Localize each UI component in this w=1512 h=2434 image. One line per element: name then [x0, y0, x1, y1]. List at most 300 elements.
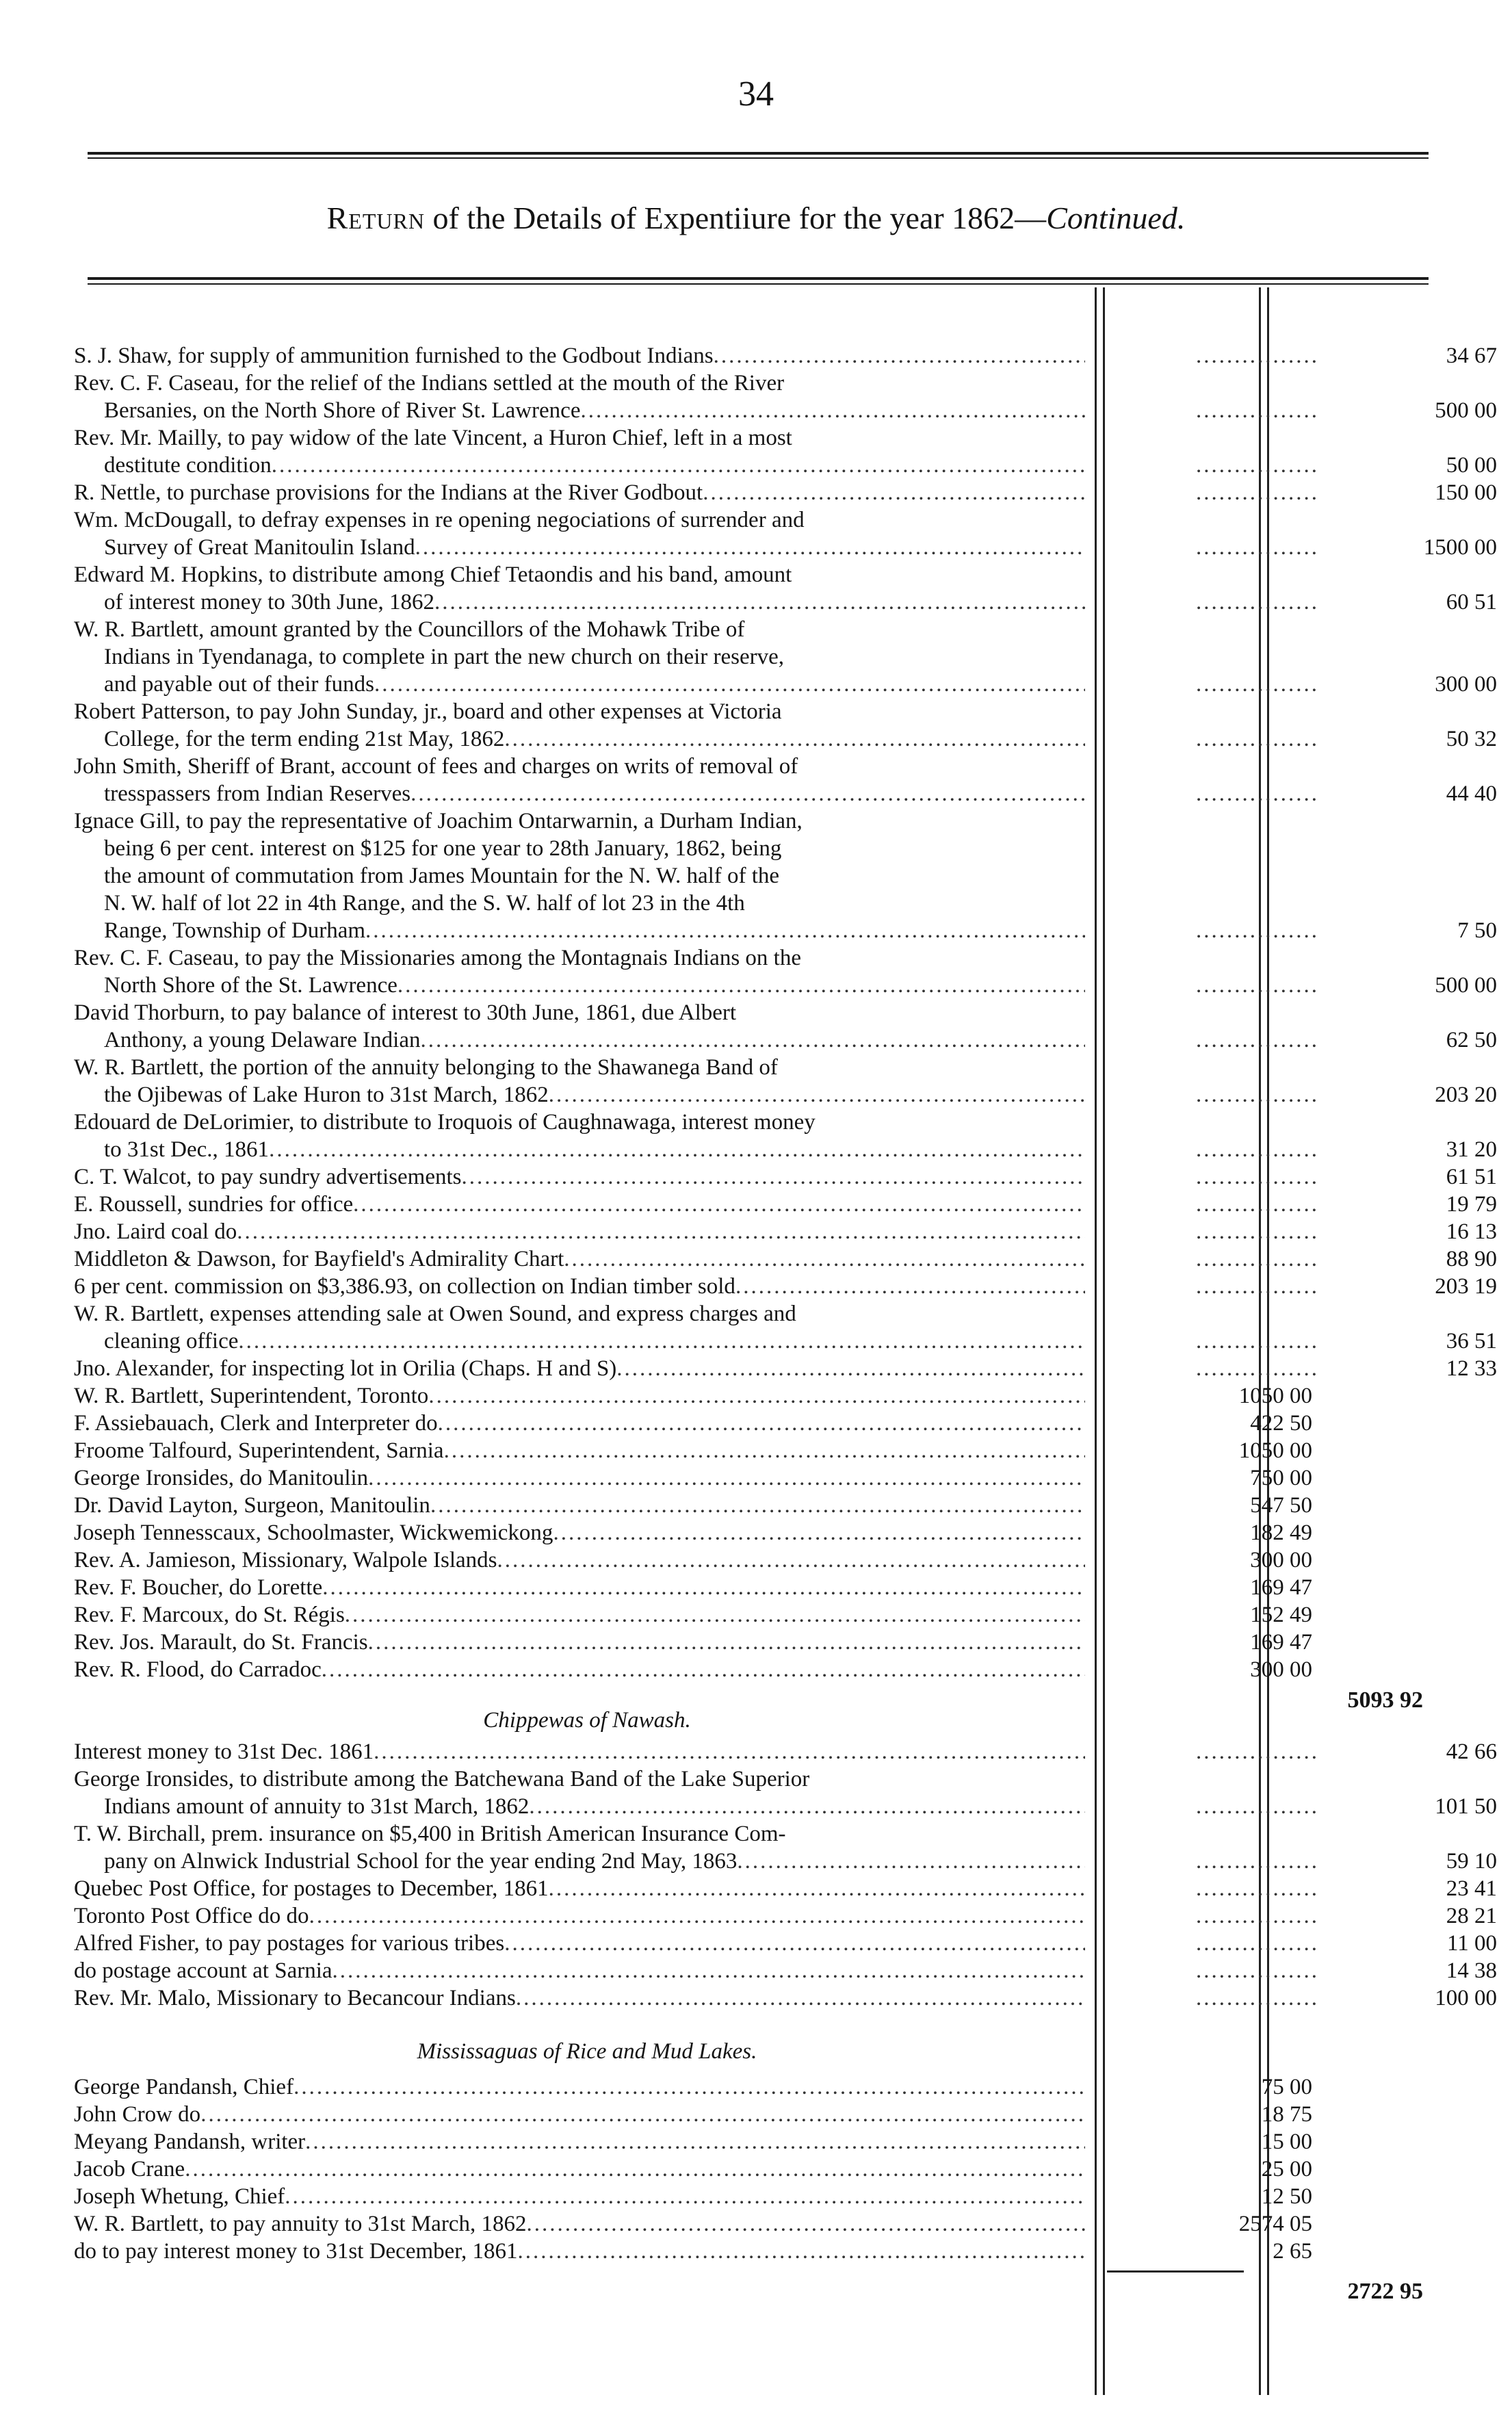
dot-leader: [462, 1163, 1086, 1191]
description-text: Survey of Great Manitoulin Island: [104, 535, 415, 560]
amount-column-2: 203 20: [1435, 1083, 1497, 1107]
amount-column-2: 14 38: [1446, 1958, 1497, 1983]
row-description: [74, 1629, 1085, 1656]
column-1-leader: [1196, 1738, 1319, 1765]
amount-column-1: 169 47: [1250, 1630, 1312, 1655]
description-text: Anthony, a young Delaware Indian: [104, 1028, 421, 1052]
dot-leader: [368, 1464, 1085, 1492]
description-text: Meyang Pandansh, writer: [74, 2129, 306, 2154]
description-text: Edouard de DeLorimier, to distribute to Iroquois of Caughnawaga, interest money: [74, 1110, 816, 1135]
description-line: [74, 1136, 1085, 1163]
description-line: [74, 1848, 1085, 1875]
description-text: Jacob Crane: [74, 2157, 185, 2181]
row-description: [74, 2183, 1085, 2210]
description-text: Ignace Gill, to pay the representative of Joachim Ontarwarnin, a Durham Indian,: [74, 809, 803, 833]
dot-leader: [272, 452, 1085, 479]
amount-column-2: 50 32: [1446, 727, 1497, 751]
amount-column-2: 12 33: [1446, 1356, 1497, 1381]
table-row: [74, 1245, 1497, 1273]
row-description: [74, 1245, 1085, 1273]
amount-column-2: 500 00: [1435, 973, 1497, 998]
description-text: the amount of commutation from James Mountain for the N. W. half of the: [104, 864, 780, 888]
description-text: Rev. Mr. Malo, Missionary to Becancour Indians: [74, 1986, 516, 2010]
table-row: [74, 2128, 1429, 2155]
column-1-leader: [1196, 1984, 1319, 2012]
description-text: and payable out of their funds: [104, 672, 374, 697]
description-text: 6 per cent. commission on $3,386.93, on collection on Indian timber sold: [74, 1274, 735, 1299]
description-text: pany on Alnwick Industrial School for the year ending 2nd May, 1863: [104, 1849, 738, 1874]
table-top-rule: [88, 277, 1429, 280]
table-row: [74, 944, 1497, 999]
dot-leader: [737, 1848, 1085, 1875]
table-row: [74, 1382, 1429, 1410]
row-description: [74, 616, 1085, 698]
row-description: [74, 424, 1085, 479]
description-text: John Smith, Sheriff of Brant, account of fees and charges on writs of removal of: [74, 754, 798, 779]
description-line: [74, 2210, 1085, 2238]
description-text: Rev. F. Marcoux, do St. Régis: [74, 1603, 345, 1627]
column-1-leader: [1196, 1328, 1319, 1355]
dot-leader: [714, 342, 1085, 370]
description-text: College, for the term ending 21st May, 1862: [104, 727, 505, 751]
dot-leader: [420, 1026, 1085, 1054]
description-line: [74, 671, 1085, 698]
row-description: [74, 1437, 1085, 1464]
table-row: [74, 370, 1497, 424]
description-line: [74, 1492, 1085, 1519]
description-line: [74, 1957, 1085, 1984]
column-1-leader: [1196, 1355, 1319, 1382]
column-1-leader: [1196, 1930, 1319, 1957]
description-text: Rev. Jos. Marault, do St. Francis: [74, 1630, 368, 1655]
column-1-leader: [1196, 1848, 1319, 1875]
row-description: [74, 1492, 1085, 1519]
row-description: [74, 370, 1085, 424]
amount-column-2: 7 50: [1457, 918, 1497, 943]
amount-column-2: 300 00: [1435, 672, 1497, 697]
table-row: [74, 1163, 1497, 1191]
amount-column-2: 31 20: [1446, 1137, 1497, 1162]
description-text: Indians amount of annuity to 31st March, 1862: [104, 1794, 530, 1819]
amount-column-2: 500 00: [1435, 398, 1497, 423]
row-description: [74, 1410, 1085, 1437]
amount-column-2: 36 51: [1446, 1329, 1497, 1354]
description-line: [74, 1273, 1085, 1300]
amount-column-1: 422 50: [1250, 1411, 1312, 1436]
column-1-leader: [1196, 917, 1319, 944]
column-1-leader: [1196, 1026, 1319, 1054]
row-description: [74, 2128, 1085, 2155]
column-1-leader: [1196, 1218, 1319, 1245]
heading-suffix: Continued.: [1046, 200, 1186, 235]
description-text: W. R. Bartlett, to pay annuity to 31st March, 1862: [74, 2212, 527, 2236]
row-description: [74, 2101, 1085, 2128]
amount-column-2: 42 66: [1446, 1739, 1497, 1764]
table-row: [74, 1820, 1497, 1875]
amount-column-2: 150 00: [1435, 480, 1497, 505]
description-line: [74, 1191, 1085, 1218]
dot-leader: [410, 780, 1085, 807]
amount-column-1: 152 49: [1250, 1603, 1312, 1627]
description-line: [74, 588, 1085, 616]
description-line: [74, 342, 1085, 370]
dot-leader: [516, 1984, 1085, 2012]
row-description: [74, 1930, 1085, 1957]
table-row: [74, 1464, 1429, 1492]
row-description: [74, 479, 1085, 506]
amount-column-2: 28 21: [1446, 1904, 1497, 1928]
table-row: [74, 1054, 1497, 1109]
row-description: [74, 2210, 1085, 2238]
row-description: [74, 1382, 1085, 1410]
table-row: [74, 506, 1497, 561]
description-line: [74, 1437, 1085, 1464]
description-line: [74, 698, 1085, 725]
table-row: [74, 1574, 1429, 1601]
description-line: [74, 1546, 1085, 1574]
description-text: Froome Talfourd, Superintendent, Sarnia: [74, 1438, 444, 1463]
description-line: [74, 643, 1085, 671]
column-1-leader: [1196, 1273, 1319, 1300]
description-text: Alfred Fisher, to pay postages for various tribes: [74, 1931, 505, 1956]
description-line: [74, 1328, 1085, 1355]
description-line: [74, 835, 1085, 862]
dot-leader: [345, 1601, 1085, 1629]
description-text: E. Roussell, sundries for office: [74, 1192, 354, 1217]
description-text: Jno. Laird coal do: [74, 1219, 237, 1244]
table-row: [74, 2101, 1429, 2128]
dot-leader: [353, 1191, 1085, 1218]
row-description: [74, 1109, 1085, 1163]
dot-leader: [333, 1957, 1085, 1984]
description-text: Rev. C. F. Caseau, to pay the Missionaries among the Montagnais Indians on the: [74, 946, 801, 970]
row-description: [74, 1464, 1085, 1492]
table-row: [74, 424, 1497, 479]
dot-leader: [549, 1081, 1085, 1109]
description-line: [74, 1656, 1085, 1683]
column-1-leader: [1196, 671, 1319, 698]
row-description: [74, 506, 1085, 561]
row-description: [74, 1875, 1085, 1902]
table-row: [74, 1957, 1497, 1984]
dot-leader: [200, 2101, 1085, 2128]
description-line: [74, 1464, 1085, 1492]
description-line: [74, 424, 1085, 452]
dot-leader: [434, 588, 1085, 616]
table-row: [74, 1738, 1497, 1765]
description-line: [74, 1245, 1085, 1273]
amount-column-2: 19 79: [1446, 1192, 1497, 1217]
description-text: Joseph Whetung, Chief: [74, 2184, 285, 2209]
description-line: [74, 1930, 1085, 1957]
amount-column-1: 12 50: [1261, 2184, 1312, 2209]
description-line: [74, 1410, 1085, 1437]
description-line: [74, 2238, 1085, 2265]
subtotal-rule: [1107, 2270, 1244, 2273]
row-description: [74, 1054, 1085, 1109]
description-line: [74, 807, 1085, 835]
dot-leader: [703, 479, 1085, 506]
table-row: [74, 561, 1497, 616]
amount-column-1: 15 00: [1261, 2129, 1312, 2154]
description-line: [74, 1601, 1085, 1629]
row-description: [74, 2155, 1085, 2183]
description-line: [74, 397, 1085, 424]
amount-column-1: 750 00: [1250, 1466, 1312, 1490]
dot-leader: [185, 2155, 1085, 2183]
description-line: [74, 479, 1085, 506]
column-1-leader: [1196, 1191, 1319, 1218]
description-line: [74, 561, 1085, 588]
row-description: [74, 1738, 1085, 1765]
column-1-leader: [1196, 1081, 1319, 1109]
row-description: [74, 1519, 1085, 1546]
subtotal-1: 5093 92: [1347, 1687, 1423, 1713]
row-description: [74, 1574, 1085, 1601]
dot-leader: [428, 1382, 1085, 1410]
description-line: [74, 890, 1085, 917]
description-line: [74, 370, 1085, 397]
dot-leader: [549, 1875, 1085, 1902]
dot-leader: [526, 2210, 1085, 2238]
dot-leader: [365, 917, 1085, 944]
amount-column-2: 11 00: [1446, 1931, 1497, 1956]
amount-column-1: 169 47: [1250, 1575, 1312, 1600]
row-description: [74, 2073, 1085, 2101]
amount-column-2: 100 00: [1435, 1986, 1497, 2010]
description-text: W. R. Bartlett, the portion of the annuity belonging to the Shawanega Band of: [74, 1055, 778, 1080]
column-1-leader: [1196, 972, 1319, 999]
description-line: [74, 2128, 1085, 2155]
description-line: [74, 2073, 1085, 2101]
dot-leader: [438, 1410, 1085, 1437]
amount-column-1: 25 00: [1261, 2157, 1312, 2181]
dot-leader: [269, 1136, 1085, 1163]
row-description: [74, 698, 1085, 753]
description-line: [74, 725, 1085, 753]
description-text: Indians in Tyendanaga, to complete in part the new church on their reserve,: [104, 645, 785, 669]
amount-column-2: 1500 00: [1423, 535, 1497, 560]
table-row: [74, 1191, 1497, 1218]
description-line: [74, 1738, 1085, 1765]
heading-prefix: Return: [326, 200, 425, 235]
row-description: [74, 1902, 1085, 1930]
row-description: [74, 1820, 1085, 1875]
description-text: T. W. Birchall, prem. insurance on $5,400 in British American Insurance Com-: [74, 1822, 786, 1846]
description-text: the Ojibewas of Lake Huron to 31st March, 1862: [104, 1083, 549, 1107]
column-1-leader: [1196, 397, 1319, 424]
amount-column-2: 23 41: [1446, 1876, 1497, 1901]
table-row: [74, 2155, 1429, 2183]
description-line: [74, 616, 1085, 643]
row-description: [74, 1546, 1085, 1574]
page-number: 34: [738, 75, 774, 114]
amount-column-1: 2 65: [1273, 2239, 1312, 2264]
amount-column-1: 182 49: [1250, 1520, 1312, 1545]
table-row: [74, 1984, 1497, 2012]
description-text: John Crow do: [74, 2102, 201, 2127]
description-text: F. Assiebauach, Clerk and Interpreter do: [74, 1411, 438, 1436]
amount-column-2: 44 40: [1446, 781, 1497, 806]
dot-leader: [735, 1273, 1085, 1300]
dot-leader: [368, 1629, 1085, 1656]
description-text: Interest money to 31st Dec. 1861: [74, 1739, 374, 1764]
table-row: [74, 1519, 1429, 1546]
table-row: [74, 1437, 1429, 1464]
table-row: [74, 2183, 1429, 2210]
table-row: [74, 1601, 1429, 1629]
description-text: of interest money to 30th June, 1862: [104, 590, 435, 614]
dot-leader: [374, 1738, 1085, 1765]
description-line: [74, 452, 1085, 479]
amount-column-2: 203 19: [1435, 1274, 1497, 1299]
table-row: [74, 1355, 1497, 1382]
dot-leader: [415, 534, 1085, 561]
table-row: [74, 807, 1497, 944]
row-description: [74, 342, 1085, 370]
description-text: Rev. A. Jamieson, Missionary, Walpole Islands: [74, 1548, 497, 1572]
description-text: Quebec Post Office, for postages to December, 1861: [74, 1876, 549, 1901]
description-line: [74, 2155, 1085, 2183]
table-row: [74, 753, 1497, 807]
row-description: [74, 1218, 1085, 1245]
dot-leader: [374, 671, 1085, 698]
amount-column-2: 61 51: [1446, 1165, 1497, 1189]
amount-column-2: 34 67: [1446, 344, 1497, 368]
table-row: [74, 616, 1497, 698]
amount-column-2: 50 00: [1446, 453, 1497, 478]
row-description: [74, 1355, 1085, 1382]
description-text: being 6 per cent. interest on $125 for one year to 28th January, 1862, being: [104, 836, 782, 861]
description-line: [74, 1820, 1085, 1848]
dot-leader: [237, 1218, 1085, 1245]
description-text: S. J. Shaw, for supply of ammunition furnished to the Godbout Indians: [74, 344, 714, 368]
column-1-leader: [1196, 1793, 1319, 1820]
table-row: [74, 479, 1497, 506]
description-line: [74, 1984, 1085, 2012]
row-description: [74, 944, 1085, 999]
description-text: Middleton & Dawson, for Bayfield's Admirality Chart: [74, 1247, 564, 1271]
description-text: Joseph Tennesscaux, Schoolmaster, Wickwemickong: [74, 1520, 553, 1545]
amount-column-2: 101 50: [1435, 1794, 1497, 1819]
description-line: [74, 753, 1085, 780]
table-row: [74, 1410, 1429, 1437]
description-text: Robert Patterson, to pay John Sunday, jr., board and other expenses at Victoria: [74, 699, 782, 724]
table-row: [74, 1273, 1497, 1300]
table-row: [74, 342, 1497, 370]
section-heading-chippewas: Chippewas of Nawash.: [483, 1708, 691, 1733]
dot-leader: [238, 1328, 1085, 1355]
dot-leader: [580, 397, 1085, 424]
table-row: [74, 1765, 1497, 1820]
table-row: [74, 1218, 1497, 1245]
description-text: Edward M. Hopkins, to distribute among Chief Tetaondis and his band, amount: [74, 562, 792, 587]
dot-leader: [616, 1355, 1085, 1382]
row-description: [74, 1984, 1085, 2012]
amount-column-1: 75 00: [1261, 2075, 1312, 2099]
description-text: to 31st Dec., 1861: [104, 1137, 270, 1162]
description-line: [74, 1793, 1085, 1820]
table-row: [74, 1300, 1497, 1355]
heading-middle: of the Details of Expentiiure for the year 1862—: [424, 200, 1047, 235]
description-text: W. R. Bartlett, Superintendent, Toronto: [74, 1384, 429, 1408]
amount-column-1: 2574 05: [1238, 2212, 1312, 2236]
row-description: [74, 1656, 1085, 1683]
section-heading-mississaguas: Mississaguas of Rice and Mud Lakes.: [417, 2039, 757, 2064]
description-line: [74, 1054, 1085, 1081]
amount-column-2: 16 13: [1446, 1219, 1497, 1244]
description-line: [74, 1109, 1085, 1136]
description-text: Range, Township of Durham: [104, 918, 366, 943]
table-row: [74, 1546, 1429, 1574]
description-text: W. R. Bartlett, amount granted by the Councillors of the Mohawk Tribe of: [74, 617, 745, 642]
description-line: [74, 944, 1085, 972]
description-line: [74, 1163, 1085, 1191]
row-description: [74, 561, 1085, 616]
table-row: [74, 1930, 1497, 1957]
row-description: [74, 999, 1085, 1054]
table-row: [74, 1109, 1497, 1163]
description-text: do to pay interest money to 31st December, 1861: [74, 2239, 518, 2264]
column-1-leader: [1196, 1245, 1319, 1273]
row-description: [74, 1957, 1085, 1984]
dot-leader: [322, 1574, 1085, 1601]
description-line: [74, 1218, 1085, 1245]
description-text: George Pandansh, Chief: [74, 2075, 294, 2099]
dot-leader: [285, 2183, 1085, 2210]
description-line: [74, 2101, 1085, 2128]
amount-column-1: 1050 00: [1238, 1384, 1312, 1408]
table-row: [74, 1629, 1429, 1656]
dot-leader: [397, 972, 1085, 999]
table-row: [74, 2210, 1429, 2238]
table-top-rule-2: [88, 283, 1429, 285]
dot-leader: [504, 725, 1085, 753]
dot-leader: [444, 1437, 1085, 1464]
column-1-leader: [1196, 780, 1319, 807]
description-text: Rev. C. F. Caseau, for the relief of the Indians settled at the mouth of the River: [74, 371, 785, 396]
description-line: [74, 1081, 1085, 1109]
dot-leader: [497, 1546, 1085, 1574]
amount-column-1: 300 00: [1250, 1548, 1312, 1572]
description-text: George Ironsides, do Manitoulin: [74, 1466, 369, 1490]
column-1-leader: [1196, 588, 1319, 616]
dot-leader: [529, 1793, 1085, 1820]
row-description: [74, 1765, 1085, 1820]
table-row: [74, 698, 1497, 753]
description-line: [74, 862, 1085, 890]
table-row: [74, 1656, 1429, 1683]
description-line: [74, 1574, 1085, 1601]
dot-leader: [294, 2073, 1085, 2101]
description-line: [74, 780, 1085, 807]
column-1-leader: [1196, 1902, 1319, 1930]
description-text: destitute condition: [104, 453, 272, 478]
amount-column-2: 59 10: [1446, 1849, 1497, 1874]
description-line: [74, 1519, 1085, 1546]
description-text: tresspassers from Indian Reserves: [104, 781, 411, 806]
description-line: [74, 917, 1085, 944]
description-line: [74, 534, 1085, 561]
description-text: N. W. half of lot 22 in 4th Range, and the S. W. half of lot 23 in the 4th: [104, 891, 745, 916]
header-rule: [88, 152, 1429, 155]
description-text: Jno. Alexander, for inspecting lot in Orilia (Chaps. H and S): [74, 1356, 617, 1381]
description-text: do postage account at Sarnia: [74, 1958, 333, 1983]
description-text: W. R. Bartlett, expenses attending sale at Owen Sound, and express charges and: [74, 1302, 796, 1326]
table-row: [74, 2238, 1429, 2265]
amount-column-2: 60 51: [1446, 590, 1497, 614]
description-text: George Ironsides, to distribute among the Batchewana Band of the Lake Superior: [74, 1767, 810, 1791]
